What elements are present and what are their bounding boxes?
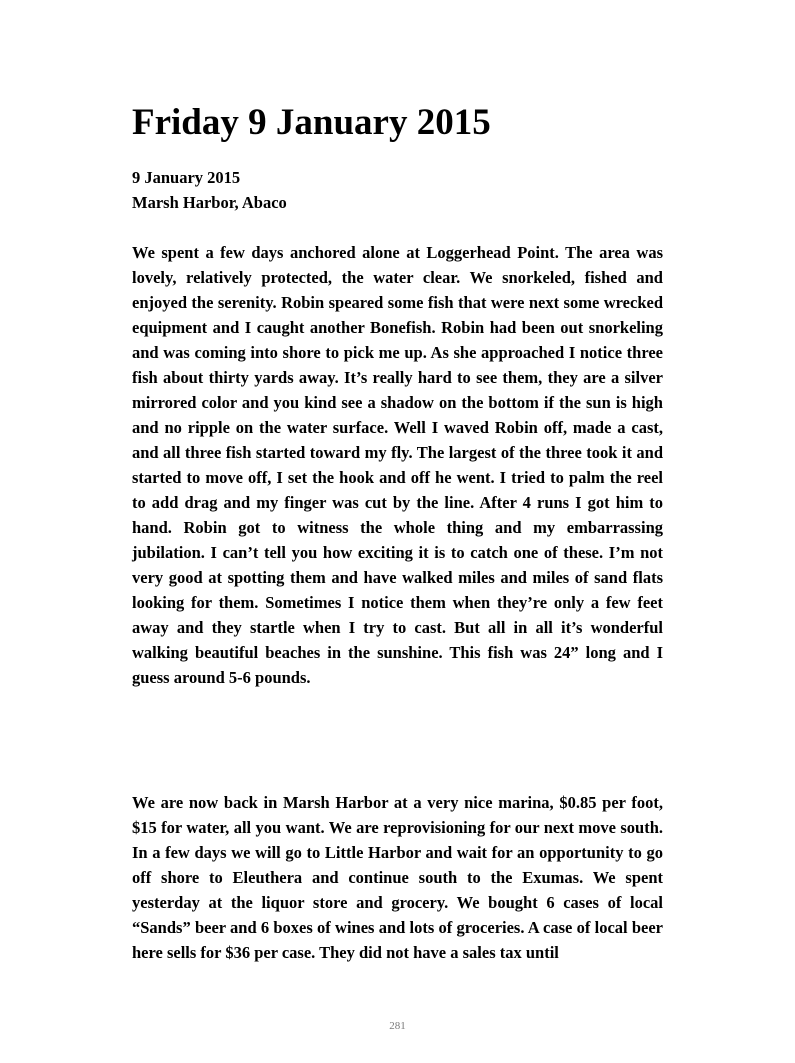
body-paragraph-2: We are now back in Marsh Harbor at a very nice marina, $0.85 per foot, $15 for water, all you want. We are reprovisioning for our next move south. In a few days we will go to Little Harbor and wait for an opportunity to go off shore to Eleuthera and continue south to the Exumas. We spent yesterday at the liquor store and grocery. We bought 6 cases of local “Sands” beer and 6 boxes of wines and lots of groceries. A case of local beer here sells for $36 per case. They did not have a sales tax until — [132, 793, 663, 962]
entry-date: 9 January 2015 — [132, 168, 241, 187]
body-paragraph-1: We spent a few days anchored alone at Loggerhead Point. The area was lovely, relatively protected, the water clear. We snorkeled, fished and enjoyed the serenity. Robin speared some fish that were next some wrecked equipment and I caught another Bonefish. Robin had been out snorkeling and was coming into shore to pick me up. As she approached I notice three fish about thirty yards away. It’s really hard to see them, they are a silver mirrored color and you kind see a shadow on the bottom if the sun is high and no ripple on the water surface. Well I waved Robin off, made a cast, and all three fish started toward my fly. The largest of the three took it and started to move off, I set the hook and off he went. I tried to palm the reel to add drag and my finger was cut by the line. After 4 runs I got him to hand. Robin got to witness the whole thing and my embarrassing jubilation. I can’t tell you how exciting it is to catch one of these. I’m not very good at spotting them and have walked miles and miles of sand flats looking for them. Sometimes I notice them when they’re only a few feet away and they startle when I try to cast. But all in all it’s wonderful walking beautiful beaches in the sunshine. This fish was 24” long and I guess around 5-6 pounds. — [132, 243, 663, 687]
entry-location: Marsh Harbor, Abaco — [132, 193, 287, 212]
page-title: Friday 9 January 2015 — [132, 102, 491, 143]
entry-header — [132, 165, 672, 215]
page-number: 281 — [389, 1020, 406, 1032]
